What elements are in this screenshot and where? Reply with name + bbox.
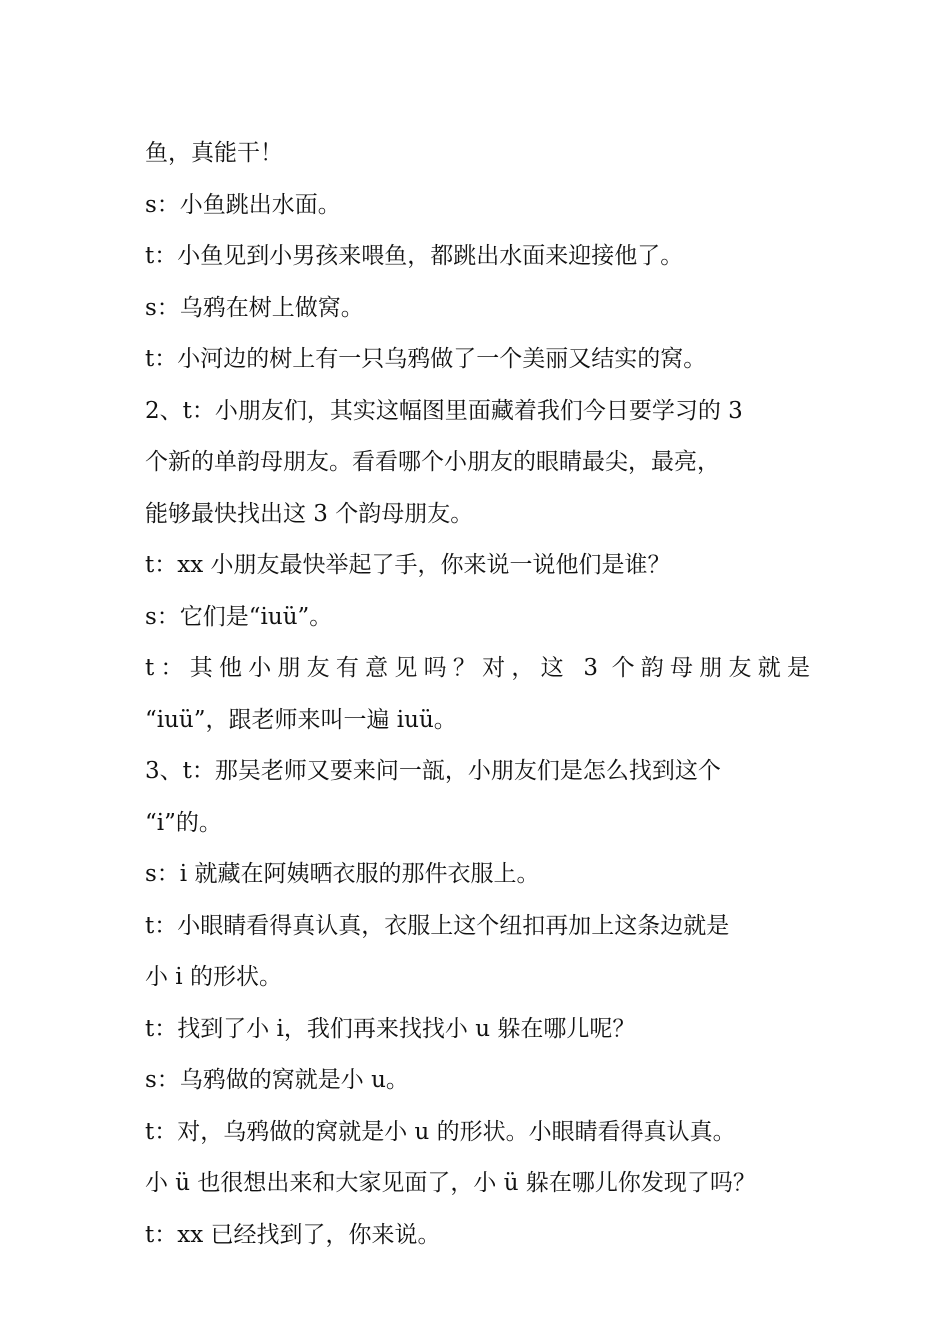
text-line: s：乌鸦在树上做窝。 [145,294,364,321]
text-line: t：小河边的树上有一只乌鸦做了一个美丽又结实的窝。 [145,346,707,372]
text-line: 小 ü 也很想出来和大家见面了，小 ü 躲在哪儿你发现了吗？ [145,1170,756,1196]
text-line: 小 i 的形状。 [145,964,282,990]
text-line: 3、t：那吴老师又要来问一瓿，小朋友们是怎么找到这个 [145,758,721,784]
text-line: t：xx 已经找到了，你来说。 [145,1221,441,1248]
text-line: s：它们是“iuü”。 [145,603,333,630]
text-line: t：xx 小朋友最快举起了手，你来说一说他们是谁？ [145,552,671,578]
text-line: s：i 就藏在阿姨晒衣服的那件衣服上。 [145,861,540,887]
text-line: s：小鱼跳出水面。 [145,191,341,218]
text-line: 个新的单韵母朋友。看看哪个小朋友的眼睛最尖，最亮， [145,449,720,475]
text-line: t：小眼睛看得真认真，衣服上这个纽扣再加上这条边就是 [145,912,730,939]
text-line: s：乌鸦做的窝就是小 u。 [145,1067,409,1093]
text-line: 鱼，真能干！ [145,140,283,166]
text-line: t：小鱼见到小男孩来喂鱼，都跳出水面来迎接他了。 [145,243,684,269]
text-line: t：其他小朋友有意见吗？对，这 3 个韵母朋友就是 [145,655,810,681]
text-line: t：找到了小 i，我们再来找找小 u 躲在哪儿呢？ [145,1015,636,1042]
document-body [145,128,810,1261]
text-line: “i”的。 [145,809,222,836]
text-line: “iuü”，跟老师来叫一遍 iuü。 [145,706,457,733]
text-line: 2、t：小朋友们，其实这幅图里面藏着我们今日要学习的 3 [145,397,743,424]
text-line: 能够最快找出这 3 个韵母朋友。 [145,500,474,527]
text-line: t：对，乌鸦做的窝就是小 u 的形状。小眼睛看得真认真。 [145,1118,736,1145]
